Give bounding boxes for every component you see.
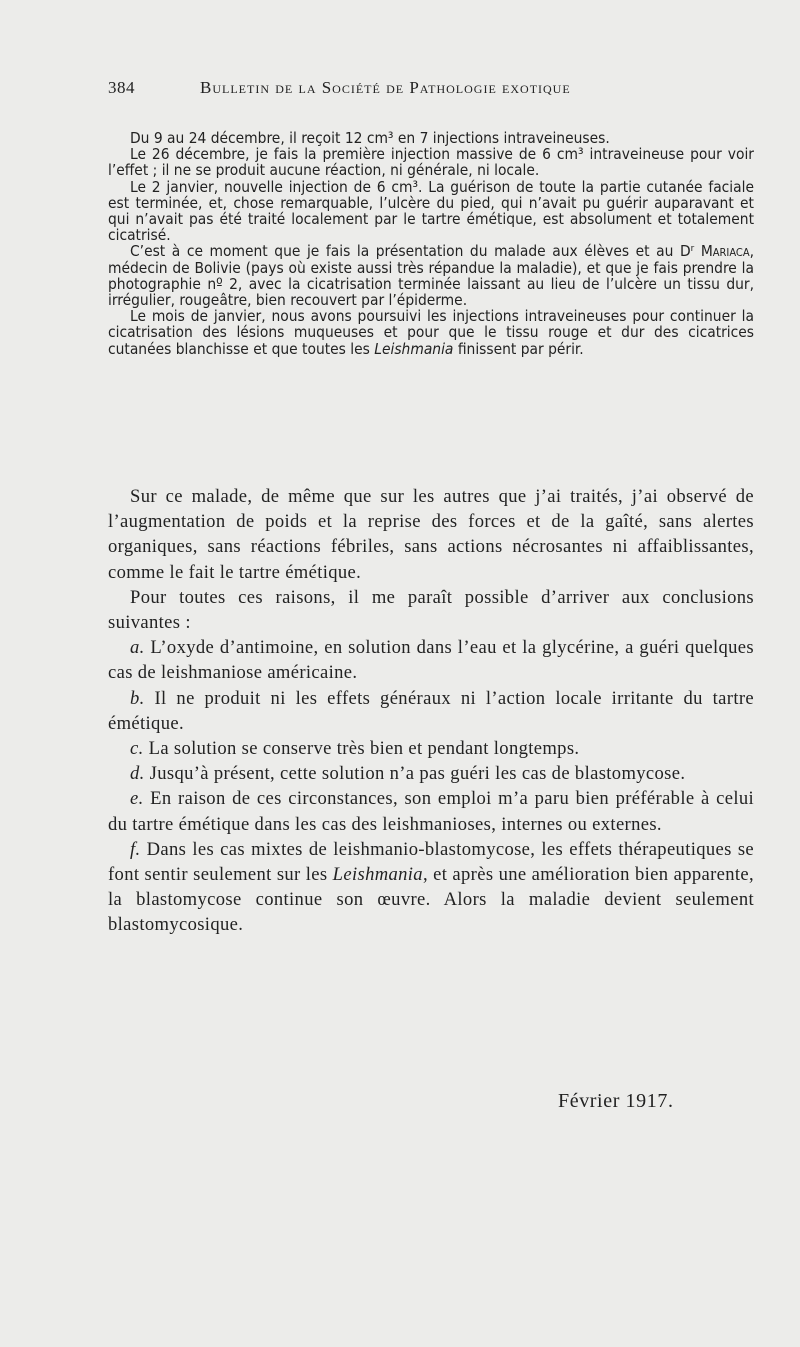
page-header bbox=[108, 78, 668, 106]
genus-name: Leishmania bbox=[374, 339, 454, 358]
conclusions-section bbox=[108, 484, 754, 938]
genus-name: Leishmania bbox=[332, 864, 423, 886]
page-number: 384 bbox=[108, 78, 135, 97]
paragraph-jan-2: Le 2 janvier, nouvelle injection de 6 cm³. La guérison de toute la partie cutanée faciale est terminée, et, chose remarquable, l’ulcère du pied, qui n’avait pu guérir auparavant et qui n’avait pas été traité localement par le tartre émétique, est absolument et totalement cicatrisé. bbox=[108, 177, 754, 245]
paragraph-observations: Sur ce malade, de même que sur les autres que j’ai traités, j’ai observé de l’augmentation de poids et la reprise des forces et de la gaîté, sans alertes organiques, sans réactions fébriles, sans actions nécrosantes ni affaiblissantes, comme le fait le tartre émétique. bbox=[108, 486, 754, 583]
person-name: Mariaca bbox=[700, 242, 750, 261]
conclusion-c: c. La solution se conserve très bien et pendant longtemps. bbox=[130, 738, 580, 760]
conclusion-d: d. Jusqu’à présent, cette solution n’a pas guéri les cas de blastomycose. bbox=[130, 763, 686, 785]
paragraph-january: Le mois de janvier, nous avons poursuivi les injections intraveineuses pour continuer la cicatrisation des lésions muqueuses et pour que le tissu rouge et dur des cicatrices cutanées blanchisse et que toutes les Leishmania finissent par périr. bbox=[108, 307, 754, 358]
paragraph-transition: Pour toutes ces raisons, il me paraît possible d’arriver aux conclusions suivantes : bbox=[108, 586, 754, 634]
paragraph-presentation: C’est à ce moment que je fais la présentation du malade aux élèves et au Dʳ Mariaca, médecin de Bolivie (pays où existe aussi très répandue la maladie), et que je fais prendre la photographie nº 2, avec la cicatrisation terminée laissant au lieu de l’ulcère un tissu dur, irrégulier, rougeâtre, bien recouvert par l’épiderme. bbox=[108, 242, 754, 310]
case-report-section bbox=[108, 130, 754, 357]
conclusion-f: f. Dans les cas mixtes de leishmanio-blastomycose, les effets thérapeutiques se font sentir seulement sur les Leishmania, et après une amélioration bien apparente, la blastomycose continue son œuvre. Alors la maladie devient seulement blastomycosique. bbox=[108, 838, 755, 936]
running-title: Bulletin de la Société de Pathologie exotique bbox=[200, 78, 571, 97]
date-signature: Février 1917. bbox=[558, 1090, 674, 1112]
conclusion-a: a. L’oxyde d’antimoine, en solution dans l’eau et la glycérine, a guéri quelques cas de leishmaniose américaine. bbox=[108, 637, 754, 684]
paragraph-dec-9: Du 9 au 24 décembre, il reçoit 12 cm³ en 7 injections intraveineuses. bbox=[130, 129, 610, 147]
paragraph-dec-26: Le 26 décembre, je fais la première injection massive de 6 cm³ intraveineuse pour voir l’effet ; il ne se produit aucune réaction, ni générale, ni locale. bbox=[108, 145, 754, 180]
conclusion-e: e. En raison de ces circonstances, son emploi m’a paru bien préférable à celui du tartre émétique dans les cas des leishmanioses, internes ou externes. bbox=[108, 788, 754, 835]
conclusion-b: b. Il ne produit ni les effets généraux ni l’action locale irritante du tartre émétique. bbox=[108, 687, 754, 734]
